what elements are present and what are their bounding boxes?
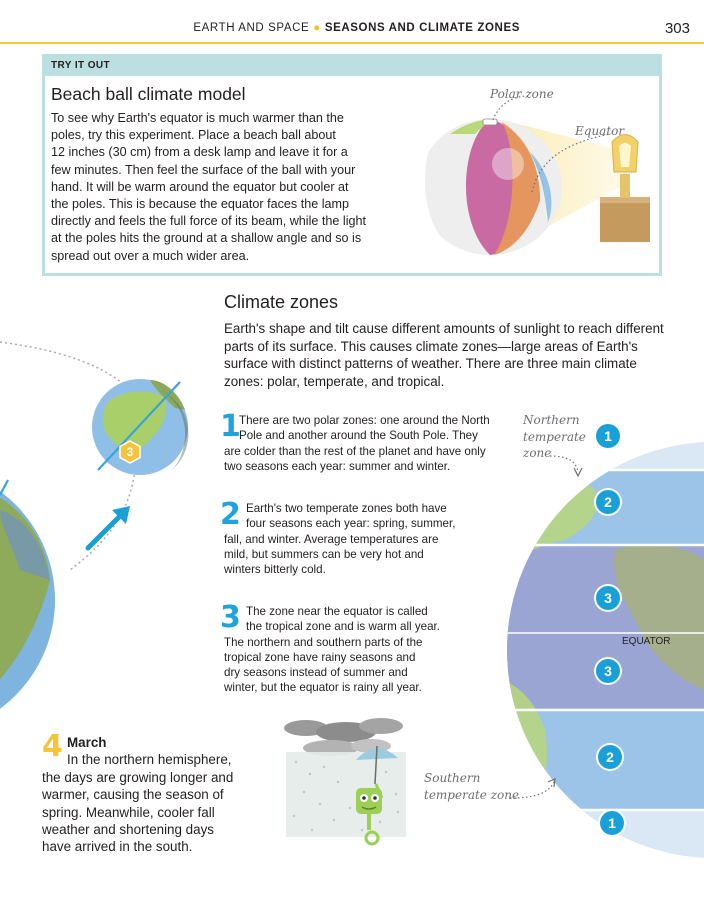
beach-ball-illustration: [390, 82, 662, 277]
item-number: 1: [220, 409, 241, 444]
zone-badge-polar-south: 1: [600, 811, 624, 835]
march-line: warmer, causing the season of: [42, 787, 224, 803]
climate-zones-intro: [224, 320, 664, 390]
label-line: temperate: [523, 429, 586, 444]
zone-badge-temperate-north: 2: [596, 490, 620, 514]
intro-line: parts of its surface. This causes climate zones—large areas of Earth's: [224, 338, 638, 354]
orbit-illustration: [0, 280, 230, 720]
header-section: EARTH AND SPACE: [193, 22, 310, 34]
para-line: dry seasons instead of summer and: [224, 666, 408, 680]
intro-line: zones: polar, temperate, and tropical.: [224, 373, 445, 389]
temperate-zone-paragraph: [224, 501, 474, 577]
header-title: [0, 22, 520, 34]
march-line: spring. Meanwhile, cooler fall: [42, 804, 215, 820]
para-line: The northern and southern parts of the: [224, 635, 423, 649]
body-line: the poles. This is because the equator faces the lamp: [51, 197, 350, 212]
rain-robot-illustration: [276, 712, 426, 852]
para-line: are colder than the rest of the planet and have only: [224, 444, 486, 458]
para-line: fall, and winter. Average temperatures are: [224, 532, 439, 546]
para-line: mild, but summers can be very hot and: [224, 547, 424, 561]
march-paragraph: [42, 729, 252, 856]
zone-badge-tropical-south: 3: [596, 659, 620, 683]
march-line: In the northern hemisphere,: [67, 752, 232, 768]
body-line: 12 inches (30 cm) from a desk lamp and leave it for a: [51, 145, 348, 160]
northern-label-leader: [548, 450, 588, 480]
para-line: Pole and another around the South Pole. They: [239, 429, 478, 443]
body-line: poles, try this experiment. Place a beach ball about: [51, 128, 336, 143]
march-number: 4: [42, 729, 63, 764]
para-line: tropical zone have rainy seasons and: [224, 650, 416, 664]
southern-temperate-label: [424, 770, 519, 804]
zone-badge-polar-north: 1: [596, 424, 620, 448]
label-line: zone: [523, 446, 552, 460]
southern-label-leader: [508, 776, 558, 802]
march-title: March: [67, 735, 107, 750]
partial-globe: [0, 465, 55, 720]
para-line: winters bitterly cold.: [224, 563, 326, 577]
climate-zone-globe: [455, 430, 704, 870]
equator-label: EQUATOR: [622, 636, 671, 647]
item-number: 2: [220, 497, 241, 532]
tropical-zone-paragraph: [224, 604, 464, 696]
para-line: two seasons each year: summer and winter.: [224, 459, 451, 473]
intro-line: surface with distinct patterns of weather. There are three main climate: [224, 356, 637, 371]
polar-zone-label: Polar zone: [490, 87, 554, 101]
box-body: [51, 110, 369, 265]
orbit-path: [0, 342, 130, 390]
box-label: TRY IT OUT: [51, 60, 110, 71]
para-line: The zone near the equator is called: [246, 605, 428, 618]
header-topic: SEASONS AND CLIMATE ZONES: [324, 22, 520, 34]
page-number: 303: [664, 20, 690, 37]
march-line: the days are growing longer and: [42, 769, 234, 785]
box-title: Beach ball climate model: [51, 84, 246, 104]
body-line: hand. It will be warm around the equator but cooler at: [51, 179, 349, 194]
march-line: have arrived in the south.: [42, 839, 193, 855]
header-rule: [0, 42, 704, 44]
para-line: winter, but the equator is rainy all year.: [224, 681, 422, 695]
zone-badge-tropical-north: 3: [596, 586, 620, 610]
para-line: the tropical zone and is warm all year.: [246, 620, 440, 634]
orbit-arrow: [88, 512, 124, 548]
label-line: Northern: [523, 413, 580, 427]
month-marker-number: 3: [126, 445, 134, 459]
try-it-out-box: [42, 54, 662, 276]
march-line: weather and shortening days: [42, 822, 214, 838]
para-line: four seasons each year: spring, summer,: [246, 517, 456, 531]
para-line: Earth's two temperate zones both have: [246, 502, 447, 515]
zone-badge-temperate-south: 2: [598, 745, 622, 769]
label-line: Southern: [424, 771, 481, 785]
body-line: few minutes. Then feel the surface of the ball with your: [51, 162, 356, 177]
label-line: temperate zone: [424, 788, 520, 802]
box-label-band: [45, 57, 659, 76]
item-number: 3: [220, 600, 241, 635]
body-line: at the poles hits the ground at a shallow angle and so is: [51, 231, 362, 246]
body-line: spread out over a much wider area.: [51, 248, 250, 263]
intro-line: Earth's shape and tilt cause different amounts of sunlight to reach different: [224, 321, 664, 336]
bullet-separator: ●: [313, 22, 321, 34]
land-mass: [455, 590, 475, 665]
equator-label: Equator: [575, 124, 625, 138]
axis-line: [0, 480, 8, 495]
body-line: To see why Earth's equator is much warmer than the: [51, 111, 344, 125]
body-line: directly and feels the full force of its beam, while the light: [51, 214, 367, 229]
para-line: There are two polar zones: one around the North: [239, 414, 490, 427]
rain-area: [286, 752, 406, 837]
polar-band-south: [455, 810, 704, 870]
climate-zones-title: Climate zones: [224, 292, 339, 312]
